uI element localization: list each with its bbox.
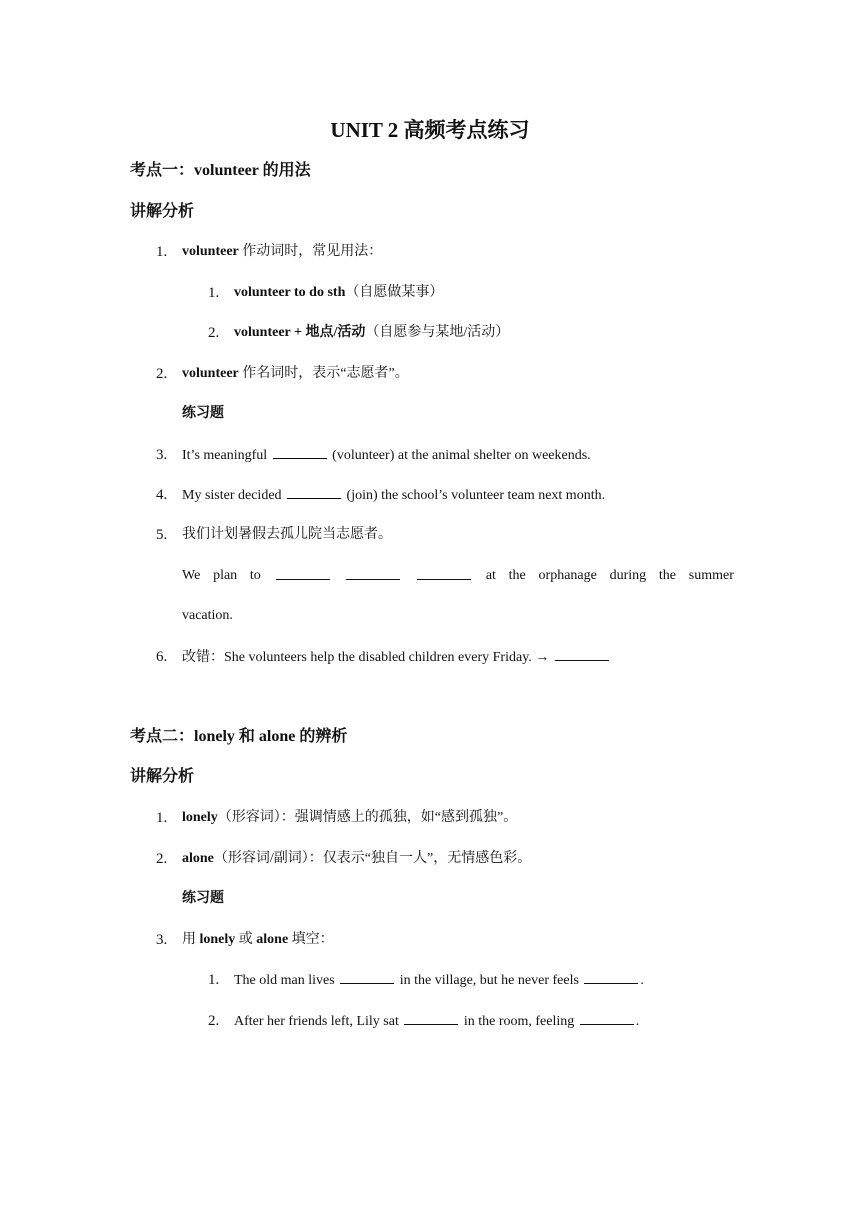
item-text: . — [640, 973, 644, 988]
list-number: 1. — [156, 244, 168, 260]
keyword: volunteer — [182, 244, 239, 259]
item-text: in the village, but he never feels — [399, 973, 579, 988]
exercise-item — [182, 646, 611, 669]
answer-blank[interactable] — [287, 484, 341, 499]
item-text: 用 — [182, 932, 200, 947]
item-text: It’s meaningful — [182, 448, 268, 463]
item-text: （自愿参与某地/活动） — [365, 325, 510, 340]
subheading-analysis: 讲解分析 — [130, 203, 195, 220]
answer-blank[interactable] — [276, 565, 330, 580]
sub-list-number: 2. — [208, 325, 220, 341]
word: We — [182, 568, 201, 583]
item-text: in the room, feeling — [463, 1014, 575, 1029]
sub-exercise-item — [234, 1010, 639, 1033]
item-text: （形容词）：强调情感上的孤独，如“感到孤独”。 — [217, 810, 518, 825]
list-item — [182, 807, 517, 829]
list-number: 3. — [156, 447, 168, 463]
item-text: 或 — [235, 932, 257, 947]
exercise-item — [182, 484, 605, 507]
item-text: （自愿做某事） — [345, 285, 444, 300]
item-text: My sister decided — [182, 488, 282, 503]
word: the — [508, 568, 526, 583]
sub-list-number: 2. — [208, 1013, 220, 1029]
answer-blank[interactable] — [417, 565, 471, 580]
sub-list-item — [234, 282, 443, 304]
answer-blank[interactable] — [555, 646, 609, 661]
section-heading-volunteer: 考点一：volunteer 的用法 — [130, 162, 311, 179]
list-item — [182, 363, 409, 385]
word: to — [249, 568, 261, 583]
word: during — [609, 568, 647, 583]
keyword: lonely — [199, 932, 236, 947]
list-number: 3. — [156, 932, 168, 948]
list-number: 6. — [156, 649, 168, 665]
item-text: The old man lives — [234, 973, 335, 988]
sub-exercise-item — [234, 969, 644, 992]
item-text: . — [635, 1014, 640, 1029]
item-text: After her friends left, Lily sat — [234, 1014, 399, 1029]
answer-blank[interactable] — [584, 969, 638, 984]
list-number: 2. — [156, 366, 168, 382]
translation-sentence — [182, 565, 734, 587]
keyword: lonely — [182, 810, 218, 825]
item-text: 作动词时，常见用法： — [238, 244, 383, 259]
list-number: 5. — [156, 527, 168, 543]
answer-blank[interactable] — [404, 1010, 458, 1025]
section-heading-lonely-alone: 考点二：lonely 和 alone 的辨析 — [130, 728, 348, 745]
answer-blank[interactable] — [273, 444, 327, 459]
exercise-item — [182, 444, 591, 467]
exercise-item — [182, 929, 334, 951]
keyword: alone — [182, 851, 214, 866]
list-number: 4. — [156, 487, 168, 503]
list-item — [182, 848, 531, 870]
answer-blank[interactable] — [340, 969, 394, 984]
word: summer — [688, 568, 734, 583]
translation-prompt: 我们计划暑假去孤儿院当志愿者。 — [182, 527, 392, 542]
page-title: UNIT 2 高频考点练习 — [330, 118, 530, 142]
list-number: 2. — [156, 851, 168, 867]
word: orphanage — [538, 568, 597, 583]
sub-list-number: 1. — [208, 285, 220, 301]
item-text: (join) the school’s volunteer team next month. — [346, 488, 606, 503]
item-text: 改错：She volunteers help the disabled children every Friday. → — [182, 650, 550, 665]
sub-list-number: 1. — [208, 972, 220, 988]
item-text: (volunteer) at the animal shelter on weekends. — [332, 448, 591, 463]
word: at — [485, 568, 496, 583]
word: plan — [213, 568, 238, 583]
sub-list-item — [234, 322, 509, 344]
answer-blank[interactable] — [346, 565, 400, 580]
list-item — [182, 241, 382, 263]
keyword: volunteer to do sth — [234, 285, 346, 300]
item-text: （形容词/副词）：仅表示“独自一人”，无情感色彩。 — [213, 851, 532, 866]
list-number: 1. — [156, 810, 168, 826]
practice-label: 练习题 — [182, 406, 224, 421]
keyword: alone — [256, 932, 289, 947]
item-text: 作名词时，表示“志愿者”。 — [238, 366, 409, 381]
sentence-continuation: vacation. — [182, 608, 233, 623]
keyword: volunteer — [182, 366, 239, 381]
practice-label: 练习题 — [182, 891, 224, 906]
word: the — [658, 568, 677, 583]
subheading-analysis: 讲解分析 — [130, 768, 195, 785]
keyword: volunteer + 地点/活动 — [234, 325, 366, 340]
answer-blank[interactable] — [580, 1010, 634, 1025]
item-text: 填空： — [288, 932, 334, 947]
